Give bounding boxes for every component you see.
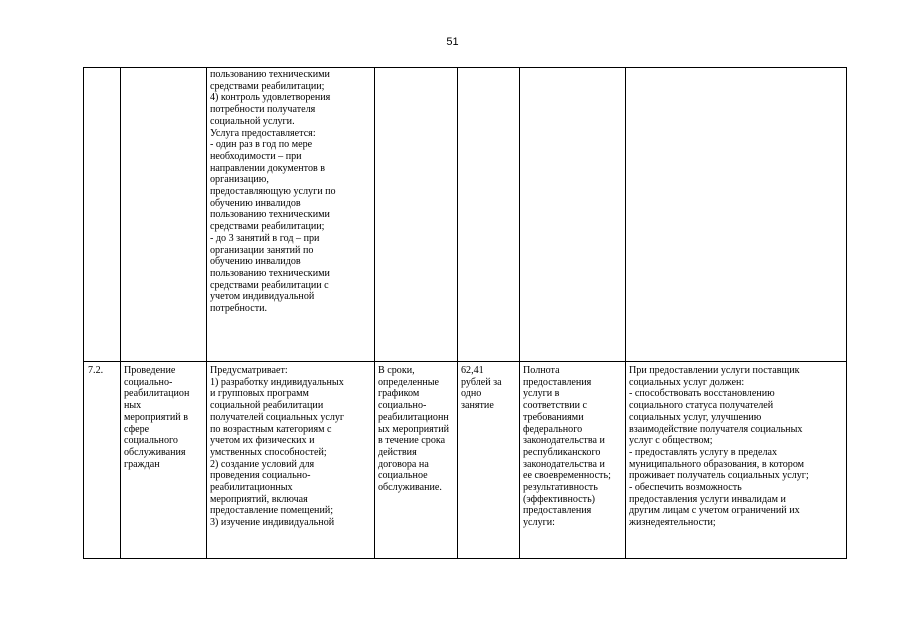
- table-row: [84, 362, 847, 559]
- row-number-cell: [84, 68, 121, 362]
- quality-indicators-cell: [520, 68, 626, 362]
- service-name-cell: [121, 68, 207, 362]
- service-name-cell: Проведение социально- реабилитацион ных мероприятий в сфере социального обслуживания граждан: [121, 362, 207, 559]
- quality-indicators-cell: Полнота предоставления услуги в соответствии с требованиями федерального законодательства и республиканского законодательства и ее своевременность; результативность (эффективность) предоставления услуги:: [520, 362, 626, 559]
- service-conditions-cell: [626, 68, 847, 362]
- page-number: 51: [446, 36, 459, 48]
- table-row: [84, 68, 847, 362]
- service-term-cell: [375, 68, 458, 362]
- service-content-cell: пользованию техническими средствами реабилитации; 4) контроль удовлетворения потребности получателя социальной услуги. Услуга предоставляется: - один раз в год по мере необходимости – при направлении документов в организацию, предоставляющую услуги по обучению инвалидов пользованию техническими средствами реабилитации; - до 3 занятий в год – при организации занятий по обучению инвалидов пользованию техническими средствами реабилитации с учетом индивидуальной потребности.: [207, 68, 375, 362]
- service-term-cell: В сроки, определенные графиком социально- реабилитационн ых мероприятий в течение срока действия договора на социальное обслуживание.: [375, 362, 458, 559]
- service-conditions-cell: При предоставлении услуги поставщик социальных услуг должен: - способствовать восстановлению социального статуса получателей социальных услуг, улучшению взаимодействие получателя социальных услуг с обществом; - предоставлять услугу в пределах муниципального образования, в котором проживает получатель социальных услуг; - обеспечить возможность предоставления услуги инвалидам и другим лицам с учетом ограничений их жизнедеятельности;: [626, 362, 847, 559]
- service-tariff-cell: 62,41 рублей за одно занятие: [458, 362, 520, 559]
- services-table: [83, 67, 847, 559]
- row-number-cell: 7.2.: [84, 362, 121, 559]
- service-tariff-cell: [458, 68, 520, 362]
- service-content-cell: Предусматривает: 1) разработку индивидуальных и групповых программ социальной реабилитации получателей социальных услуг по возрастным категориям с учетом их физических и умственных способностей; 2) создание условий для проведения социально- реабилитационных мероприятий, включая предоставление помещений; 3) изучение индивидуальной: [207, 362, 375, 559]
